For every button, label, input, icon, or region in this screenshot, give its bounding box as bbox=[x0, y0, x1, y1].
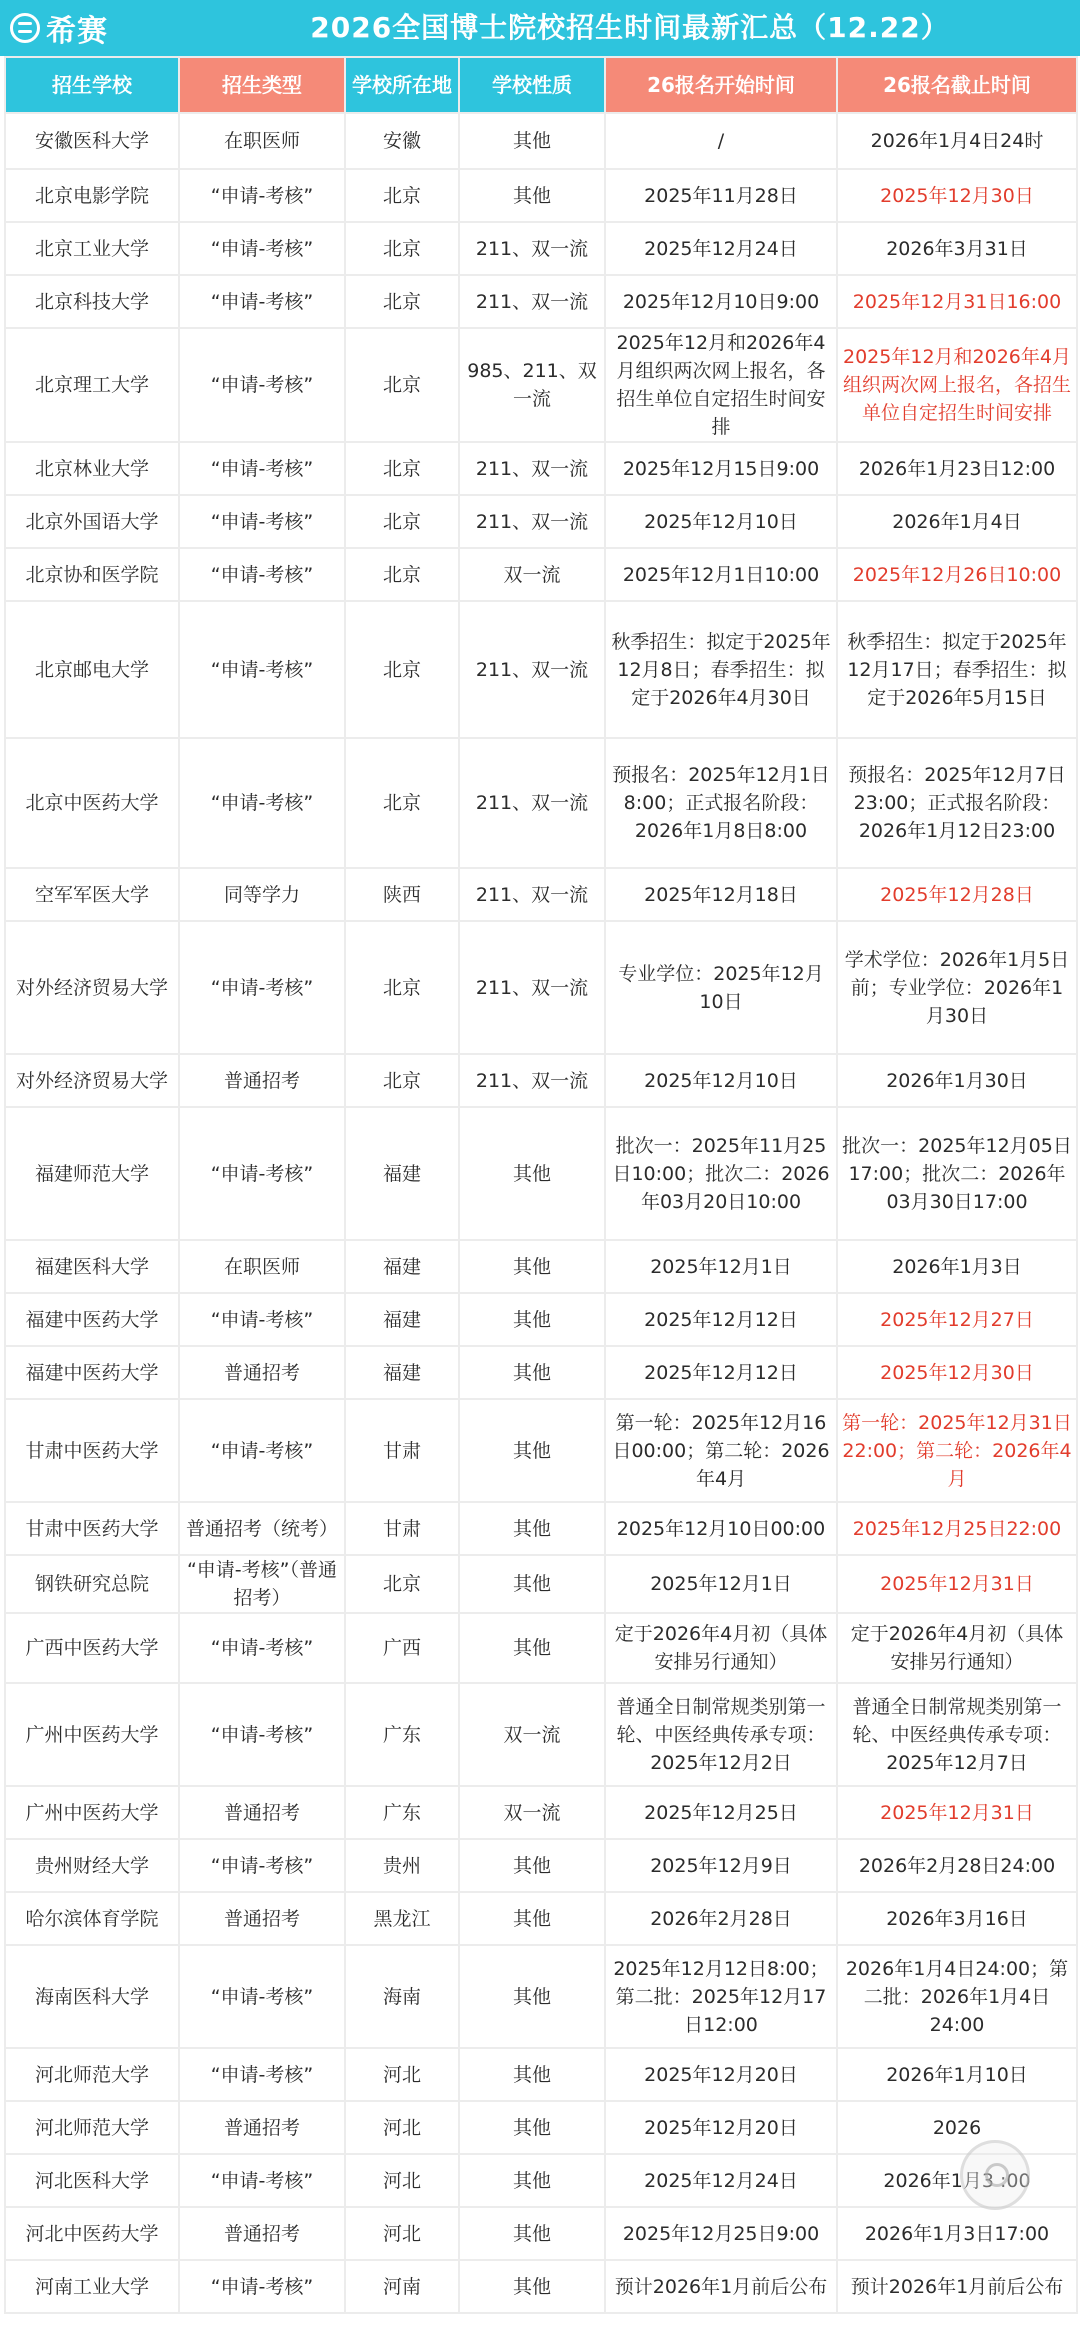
cell-start-time: 2025年11月28日 bbox=[605, 169, 837, 222]
cell-nature: 211、双一流 bbox=[459, 442, 605, 495]
title-bar bbox=[0, 0, 1080, 56]
cell-nature: 其他 bbox=[459, 2154, 605, 2207]
cell-start-time: 2025年12月10日 bbox=[605, 495, 837, 548]
cell-start-time: 2025年12月20日 bbox=[605, 2048, 837, 2101]
cell-end-time: 2026年1月4日 bbox=[837, 495, 1077, 548]
cell-location: 北京 bbox=[345, 169, 459, 222]
cell-school: 哈尔滨体育学院 bbox=[5, 1892, 179, 1945]
cell-nature: 211、双一流 bbox=[459, 495, 605, 548]
cell-type: “申请-考核” bbox=[179, 2154, 345, 2207]
cell-end-time: 2025年12月30日 bbox=[837, 169, 1077, 222]
cell-school: 北京中医药大学 bbox=[5, 738, 179, 868]
cell-location: 北京 bbox=[345, 1555, 459, 1613]
cell-end-time: 2025年12月27日 bbox=[837, 1293, 1077, 1346]
table-row bbox=[5, 1346, 1077, 1399]
cell-nature: 其他 bbox=[459, 1107, 605, 1240]
table-row bbox=[5, 601, 1077, 738]
cell-end-time: 2025年12月25日22:00 bbox=[837, 1502, 1077, 1555]
cell-type: “申请-考核” bbox=[179, 2048, 345, 2101]
cell-start-time: 2026年2月28日 bbox=[605, 1892, 837, 1945]
table-row bbox=[5, 1399, 1077, 1502]
cell-school: 河北师范大学 bbox=[5, 2048, 179, 2101]
cell-type: 同等学力 bbox=[179, 868, 345, 921]
cell-school: 福建医科大学 bbox=[5, 1240, 179, 1293]
table-row bbox=[5, 1054, 1077, 1107]
cell-type: “申请-考核” bbox=[179, 1839, 345, 1892]
table-row bbox=[5, 1786, 1077, 1839]
cell-nature: 其他 bbox=[459, 2207, 605, 2260]
cell-start-time: 普通全日制常规类别第一轮、中医经典传承专项：2025年12月2日 bbox=[605, 1683, 837, 1786]
cell-start-time: 2025年12月25日9:00 bbox=[605, 2207, 837, 2260]
cell-school: 北京理工大学 bbox=[5, 328, 179, 442]
cell-nature: 其他 bbox=[459, 2101, 605, 2154]
cell-nature: 其他 bbox=[459, 1613, 605, 1683]
cell-school: 北京林业大学 bbox=[5, 442, 179, 495]
cell-type: “申请-考核” bbox=[179, 442, 345, 495]
table-row bbox=[5, 169, 1077, 222]
cell-type: “申请-考核” bbox=[179, 328, 345, 442]
cell-end-time: 2026 bbox=[837, 2101, 1077, 2154]
table-row bbox=[5, 2154, 1077, 2207]
cell-nature: 211、双一流 bbox=[459, 868, 605, 921]
cell-type: “申请-考核” bbox=[179, 1293, 345, 1346]
cell-school: 甘肃中医药大学 bbox=[5, 1502, 179, 1555]
cell-school: 河北医科大学 bbox=[5, 2154, 179, 2207]
table-row bbox=[5, 1502, 1077, 1555]
table-row bbox=[5, 2207, 1077, 2260]
cell-school: 北京协和医学院 bbox=[5, 548, 179, 601]
cell-location: 北京 bbox=[345, 1054, 459, 1107]
cell-school: 海南医科大学 bbox=[5, 1945, 179, 2048]
cell-end-time: 预报名：2025年12月7日23:00；正式报名阶段：2026年1月12日23:00 bbox=[837, 738, 1077, 868]
cell-nature: 其他 bbox=[459, 1502, 605, 1555]
cell-nature: 双一流 bbox=[459, 1683, 605, 1786]
cell-school: 河北师范大学 bbox=[5, 2101, 179, 2154]
cell-location: 河北 bbox=[345, 2048, 459, 2101]
cell-location: 河北 bbox=[345, 2207, 459, 2260]
cell-nature: 其他 bbox=[459, 1892, 605, 1945]
cell-end-time: 普通全日制常规类别第一轮、中医经典传承专项：2025年12月7日 bbox=[837, 1683, 1077, 1786]
cell-start-time: 2025年12月9日 bbox=[605, 1839, 837, 1892]
table-row bbox=[5, 328, 1077, 442]
cell-start-time: 2025年12月12日8:00；第二批：2025年12月17日12:00 bbox=[605, 1945, 837, 2048]
cell-type: “申请-考核” bbox=[179, 1945, 345, 2048]
brand-name: 希赛 bbox=[46, 14, 108, 49]
cell-start-time: 2025年12月1日 bbox=[605, 1240, 837, 1293]
cell-nature: 其他 bbox=[459, 1555, 605, 1613]
cell-type: “申请-考核” bbox=[179, 1399, 345, 1502]
cell-school: 对外经济贸易大学 bbox=[5, 921, 179, 1054]
cell-location: 黑龙江 bbox=[345, 1892, 459, 1945]
cell-start-time: 2025年12月10日00:00 bbox=[605, 1502, 837, 1555]
cell-end-time: 2026年3月16日 bbox=[837, 1892, 1077, 1945]
cell-type: 普通招考 bbox=[179, 1346, 345, 1399]
table-row bbox=[5, 1293, 1077, 1346]
cell-nature: 211、双一流 bbox=[459, 222, 605, 275]
cell-type: 普通招考 bbox=[179, 1892, 345, 1945]
cell-school: 福建中医药大学 bbox=[5, 1346, 179, 1399]
cell-end-time: 2025年12月30日 bbox=[837, 1346, 1077, 1399]
cell-nature: 双一流 bbox=[459, 548, 605, 601]
cell-nature: 其他 bbox=[459, 1293, 605, 1346]
cell-nature: 211、双一流 bbox=[459, 921, 605, 1054]
table-row bbox=[5, 921, 1077, 1054]
cell-school: 钢铁研究总院 bbox=[5, 1555, 179, 1613]
cell-start-time: 专业学位：2025年12月10日 bbox=[605, 921, 837, 1054]
page-title: 2026全国博士院校招生时间最新汇总（12.22） bbox=[310, 11, 950, 44]
cell-start-time: 预计2026年1月前后公布 bbox=[605, 2260, 837, 2313]
cell-type: “申请-考核”（普通招考） bbox=[179, 1555, 345, 1613]
cell-start-time: / bbox=[605, 113, 837, 169]
cell-location: 福建 bbox=[345, 1293, 459, 1346]
cell-end-time: 2026年1月3日17:00 bbox=[837, 2207, 1077, 2260]
cell-school: 广州中医药大学 bbox=[5, 1786, 179, 1839]
cell-location: 福建 bbox=[345, 1346, 459, 1399]
cell-nature: 其他 bbox=[459, 1839, 605, 1892]
cell-location: 北京 bbox=[345, 495, 459, 548]
cell-start-time: 预报名：2025年12月1日8:00；正式报名阶段：2026年1月8日8:00 bbox=[605, 738, 837, 868]
table-row bbox=[5, 1839, 1077, 1892]
cell-school: 河北中医药大学 bbox=[5, 2207, 179, 2260]
table-row bbox=[5, 442, 1077, 495]
cell-start-time: 2025年12月24日 bbox=[605, 2154, 837, 2207]
cell-start-time: 批次一：2025年11月25日10:00；批次二：2026年03月20日10:00 bbox=[605, 1107, 837, 1240]
cell-type: “申请-考核” bbox=[179, 601, 345, 738]
admission-schedule-table bbox=[4, 56, 1078, 2314]
cell-type: “申请-考核” bbox=[179, 222, 345, 275]
table-row bbox=[5, 738, 1077, 868]
cell-location: 北京 bbox=[345, 548, 459, 601]
cell-start-time: 2025年12月1日 bbox=[605, 1555, 837, 1613]
cell-location: 甘肃 bbox=[345, 1399, 459, 1502]
cell-school: 北京邮电大学 bbox=[5, 601, 179, 738]
cell-end-time: 2025年12月31日 bbox=[837, 1555, 1077, 1613]
cell-location: 北京 bbox=[345, 601, 459, 738]
cell-nature: 其他 bbox=[459, 2048, 605, 2101]
cell-start-time: 2025年12月24日 bbox=[605, 222, 837, 275]
cell-type: “申请-考核” bbox=[179, 1683, 345, 1786]
cell-nature: 211、双一流 bbox=[459, 1054, 605, 1107]
cell-location: 贵州 bbox=[345, 1839, 459, 1892]
cell-start-time: 2025年12月25日 bbox=[605, 1786, 837, 1839]
cell-nature: 其他 bbox=[459, 1346, 605, 1399]
cell-end-time: 2026年2月28日24:00 bbox=[837, 1839, 1077, 1892]
cell-type: “申请-考核” bbox=[179, 495, 345, 548]
cell-start-time: 2025年12月12日 bbox=[605, 1346, 837, 1399]
cell-type: “申请-考核” bbox=[179, 738, 345, 868]
header-location: 学校所在地 bbox=[345, 57, 459, 113]
cell-start-time: 2025年12月12日 bbox=[605, 1293, 837, 1346]
cell-end-time: 2026年1月23日12:00 bbox=[837, 442, 1077, 495]
table-row bbox=[5, 495, 1077, 548]
cell-nature: 其他 bbox=[459, 1240, 605, 1293]
cell-location: 河南 bbox=[345, 2260, 459, 2313]
table-row bbox=[5, 1683, 1077, 1786]
cell-school: 北京电影学院 bbox=[5, 169, 179, 222]
table-row bbox=[5, 1892, 1077, 1945]
table-row bbox=[5, 1240, 1077, 1293]
cell-type: “申请-考核” bbox=[179, 169, 345, 222]
cell-end-time: 2026年1月30日 bbox=[837, 1054, 1077, 1107]
table-body bbox=[5, 113, 1077, 2313]
header-school: 招生学校 bbox=[5, 57, 179, 113]
cell-type: 普通招考 bbox=[179, 2207, 345, 2260]
header-nature: 学校性质 bbox=[459, 57, 605, 113]
cell-type: 普通招考（统考） bbox=[179, 1502, 345, 1555]
cell-type: 在职医师 bbox=[179, 1240, 345, 1293]
cell-nature: 211、双一流 bbox=[459, 601, 605, 738]
cell-end-time: 2026年1月4日24:00；第二批：2026年1月4日24:00 bbox=[837, 1945, 1077, 2048]
cell-nature: 985、211、双一流 bbox=[459, 328, 605, 442]
table-header-row bbox=[5, 57, 1077, 113]
cell-location: 北京 bbox=[345, 222, 459, 275]
cell-start-time: 2025年12月1日10:00 bbox=[605, 548, 837, 601]
cell-location: 北京 bbox=[345, 738, 459, 868]
cell-location: 广西 bbox=[345, 1613, 459, 1683]
brand-logo bbox=[10, 6, 108, 50]
cell-location: 河北 bbox=[345, 2154, 459, 2207]
cell-start-time: 秋季招生：拟定于2025年12月8日；春季招生：拟定于2026年4月30日 bbox=[605, 601, 837, 738]
cell-school: 广州中医药大学 bbox=[5, 1683, 179, 1786]
header-start-time: 26报名开始时间 bbox=[605, 57, 837, 113]
cell-end-time: 秋季招生：拟定于2025年12月17日；春季招生：拟定于2026年5月15日 bbox=[837, 601, 1077, 738]
cell-end-time: 定于2026年4月初（具体安排另行通知） bbox=[837, 1613, 1077, 1683]
cell-type: 普通招考 bbox=[179, 2101, 345, 2154]
cell-school: 河南工业大学 bbox=[5, 2260, 179, 2313]
cell-school: 北京工业大学 bbox=[5, 222, 179, 275]
cell-type: “申请-考核” bbox=[179, 1107, 345, 1240]
cell-location: 海南 bbox=[345, 1945, 459, 2048]
table-row bbox=[5, 548, 1077, 601]
header-end-time: 26报名截止时间 bbox=[837, 57, 1077, 113]
cell-school: 广西中医药大学 bbox=[5, 1613, 179, 1683]
cell-end-time: 2026年1月3日 bbox=[837, 1240, 1077, 1293]
cell-end-time: 学术学位：2026年1月5日前；专业学位：2026年1月30日 bbox=[837, 921, 1077, 1054]
cell-end-time: 2026年3月31日 bbox=[837, 222, 1077, 275]
cell-location: 广东 bbox=[345, 1683, 459, 1786]
table-row bbox=[5, 1107, 1077, 1240]
table-row bbox=[5, 1945, 1077, 2048]
cell-type: “申请-考核” bbox=[179, 548, 345, 601]
cell-start-time: 2025年12月和2026年4月组织两次网上报名，各招生单位自定招生时间安排 bbox=[605, 328, 837, 442]
cell-nature: 双一流 bbox=[459, 1786, 605, 1839]
cell-nature: 其他 bbox=[459, 113, 605, 169]
table-row bbox=[5, 868, 1077, 921]
cell-location: 甘肃 bbox=[345, 1502, 459, 1555]
cell-nature: 211、双一流 bbox=[459, 738, 605, 868]
cell-school: 贵州财经大学 bbox=[5, 1839, 179, 1892]
cell-end-time: 预计2026年1月前后公布 bbox=[837, 2260, 1077, 2313]
cell-type: 普通招考 bbox=[179, 1054, 345, 1107]
table-row bbox=[5, 2048, 1077, 2101]
cell-nature: 其他 bbox=[459, 1945, 605, 2048]
cell-end-time: 2025年12月26日10:00 bbox=[837, 548, 1077, 601]
cell-location: 北京 bbox=[345, 442, 459, 495]
cell-school: 安徽医科大学 bbox=[5, 113, 179, 169]
table-row bbox=[5, 222, 1077, 275]
cell-start-time: 定于2026年4月初（具体安排另行通知） bbox=[605, 1613, 837, 1683]
xisai-logo-icon bbox=[10, 13, 40, 43]
cell-type: 普通招考 bbox=[179, 1786, 345, 1839]
cell-end-time: 批次一：2025年12月05日17:00；批次二：2026年03月30日17:00 bbox=[837, 1107, 1077, 1240]
cell-type: “申请-考核” bbox=[179, 1613, 345, 1683]
table-row bbox=[5, 2260, 1077, 2313]
table-row bbox=[5, 275, 1077, 328]
header-type: 招生类型 bbox=[179, 57, 345, 113]
cell-location: 福建 bbox=[345, 1240, 459, 1293]
cell-nature: 其他 bbox=[459, 1399, 605, 1502]
cell-location: 河北 bbox=[345, 2101, 459, 2154]
cell-end-time: 2025年12月31日16:00 bbox=[837, 275, 1077, 328]
cell-start-time: 2025年12月18日 bbox=[605, 868, 837, 921]
cell-nature: 其他 bbox=[459, 169, 605, 222]
cell-end-time: 第一轮：2025年12月31日22:00；第二轮：2026年4月 bbox=[837, 1399, 1077, 1502]
cell-start-time: 2025年12月15日9:00 bbox=[605, 442, 837, 495]
cell-school: 北京外国语大学 bbox=[5, 495, 179, 548]
cell-end-time: 2026年1月10日 bbox=[837, 2048, 1077, 2101]
cell-location: 广东 bbox=[345, 1786, 459, 1839]
cell-start-time: 2025年12月10日9:00 bbox=[605, 275, 837, 328]
table-row bbox=[5, 1555, 1077, 1613]
cell-end-time: 2025年12月31日 bbox=[837, 1786, 1077, 1839]
cell-end-time: 2025年12月28日 bbox=[837, 868, 1077, 921]
cell-school: 北京科技大学 bbox=[5, 275, 179, 328]
cell-school: 福建师范大学 bbox=[5, 1107, 179, 1240]
cell-location: 福建 bbox=[345, 1107, 459, 1240]
cell-start-time: 2025年12月10日 bbox=[605, 1054, 837, 1107]
cell-nature: 其他 bbox=[459, 2260, 605, 2313]
table-row bbox=[5, 1613, 1077, 1683]
cell-school: 甘肃中医药大学 bbox=[5, 1399, 179, 1502]
cell-type: “申请-考核” bbox=[179, 275, 345, 328]
cell-type: 在职医师 bbox=[179, 113, 345, 169]
cell-location: 北京 bbox=[345, 921, 459, 1054]
search-watermark-icon bbox=[960, 2140, 1030, 2210]
cell-school: 对外经济贸易大学 bbox=[5, 1054, 179, 1107]
cell-end-time: 2026年1月4日24时 bbox=[837, 113, 1077, 169]
cell-start-time: 第一轮：2025年12月16日00:00；第二轮：2026年4月 bbox=[605, 1399, 837, 1502]
table-row bbox=[5, 2101, 1077, 2154]
cell-type: “申请-考核” bbox=[179, 2260, 345, 2313]
cell-nature: 211、双一流 bbox=[459, 275, 605, 328]
table-row bbox=[5, 113, 1077, 169]
cell-school: 福建中医药大学 bbox=[5, 1293, 179, 1346]
cell-end-time: 2026年1月3 :00 bbox=[837, 2154, 1077, 2207]
cell-school: 空军军医大学 bbox=[5, 868, 179, 921]
cell-start-time: 2025年12月20日 bbox=[605, 2101, 837, 2154]
cell-type: “申请-考核” bbox=[179, 921, 345, 1054]
cell-location: 北京 bbox=[345, 275, 459, 328]
cell-location: 陕西 bbox=[345, 868, 459, 921]
cell-location: 安徽 bbox=[345, 113, 459, 169]
cell-end-time: 2025年12月和2026年4月组织两次网上报名，各招生单位自定招生时间安排 bbox=[837, 328, 1077, 442]
cell-location: 北京 bbox=[345, 328, 459, 442]
